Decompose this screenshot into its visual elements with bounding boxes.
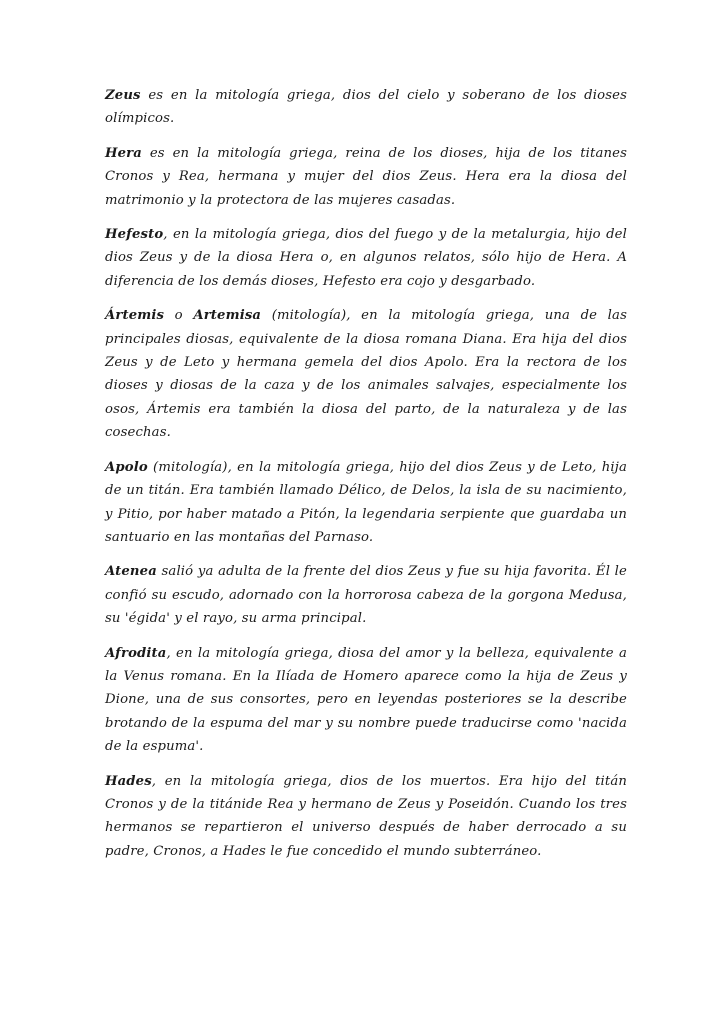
entry-name-connector: o — [164, 308, 194, 324]
entry-text: , en la mitología griega, dios del fuego y de la metalurgia, hijo del dios Zeus y de la diosa Hera o, en algunos relatos, sólo hijo de Hera. A diferencia de los demás dioses, Hefesto era cojo y desgarbado. — [105, 227, 627, 289]
entry-text: es en la mitología griega, reina de los dioses, hija de los titanes Cronos y Rea, hermana y mujer del dios Zeus. Hera era la diosa del matrimonio y la protectora de las mujeres casadas. — [105, 145, 627, 208]
entry-text: (mitología), en la mitología griega, hijo del dios Zeus y de Leto, hija de un titán. Era también llamado Délico, de Delos, la isla de su nacimiento, y Pitio, por haber matado a Pitón, la legendaria serpiente que guardaba un santuario en las montañas del Parnaso. — [105, 459, 627, 545]
entry-name: Atenea — [105, 564, 157, 580]
entry-hefesto — [105, 223, 627, 293]
document-page — [105, 84, 627, 874]
entry-text: es en la mitología griega, dios del cielo y soberano de los dioses olímpicos. — [105, 88, 627, 127]
entry-text: (mitología), en la mitología griega, una de las principales diosas, equivalente de la diosa romana Diana. Era hija del dios Zeus y de Leto y hermana gemela del dios Apolo. Era la rectora de los dioses y diosas de la caza y de los animales salvajes, especialmente los osos, Ártemis era también la diosa del parto, de la naturaleza y de las cosechas. — [105, 308, 627, 441]
entry-name: Hefesto — [105, 227, 164, 243]
entry-text: , en la mitología griega, dios de los muertos. Era hijo del titán Cronos y de la titánide Rea y hermano de Zeus y Poseidón. Cuando los tres hermanos se repartieron el universo después de haber derrocado a su padre, Cronos, a Hades le fue concedido el mundo subterráneo. — [105, 773, 627, 859]
entry-hades — [105, 770, 627, 864]
entry-hera — [105, 142, 627, 212]
entry-name: Hades — [105, 773, 152, 789]
entry-name-alt: Artemisa — [193, 308, 262, 324]
entry-name: Afrodita — [105, 645, 167, 661]
entry-artemis — [105, 304, 627, 444]
entry-name: Hera — [105, 145, 142, 161]
entry-name: Apolo — [105, 459, 148, 475]
entry-apolo — [105, 456, 627, 550]
entry-name: Zeus — [105, 88, 141, 103]
entry-atenea — [105, 560, 627, 630]
entry-zeus — [105, 84, 627, 131]
entry-text: salió ya adulta de la frente del dios Zeus y fue su hija favorita. Él le confió su escudo, adornado con la horrorosa cabeza de la gorgona Medusa, su 'égida' y el rayo, su arma principal. — [105, 564, 627, 627]
entry-afrodita — [105, 642, 627, 759]
entry-text: , en la mitología griega, diosa del amor y la belleza, equivalente a la Venus romana. En la Ilíada de Homero aparece como la hija de Zeus y Dione, una de sus consortes, pero en leyendas posteriores se la describe brotando de la espuma del mar y su nombre puede traducirse como 'nacida de la espuma'. — [105, 645, 627, 755]
entry-name: Ártemis — [105, 308, 165, 324]
